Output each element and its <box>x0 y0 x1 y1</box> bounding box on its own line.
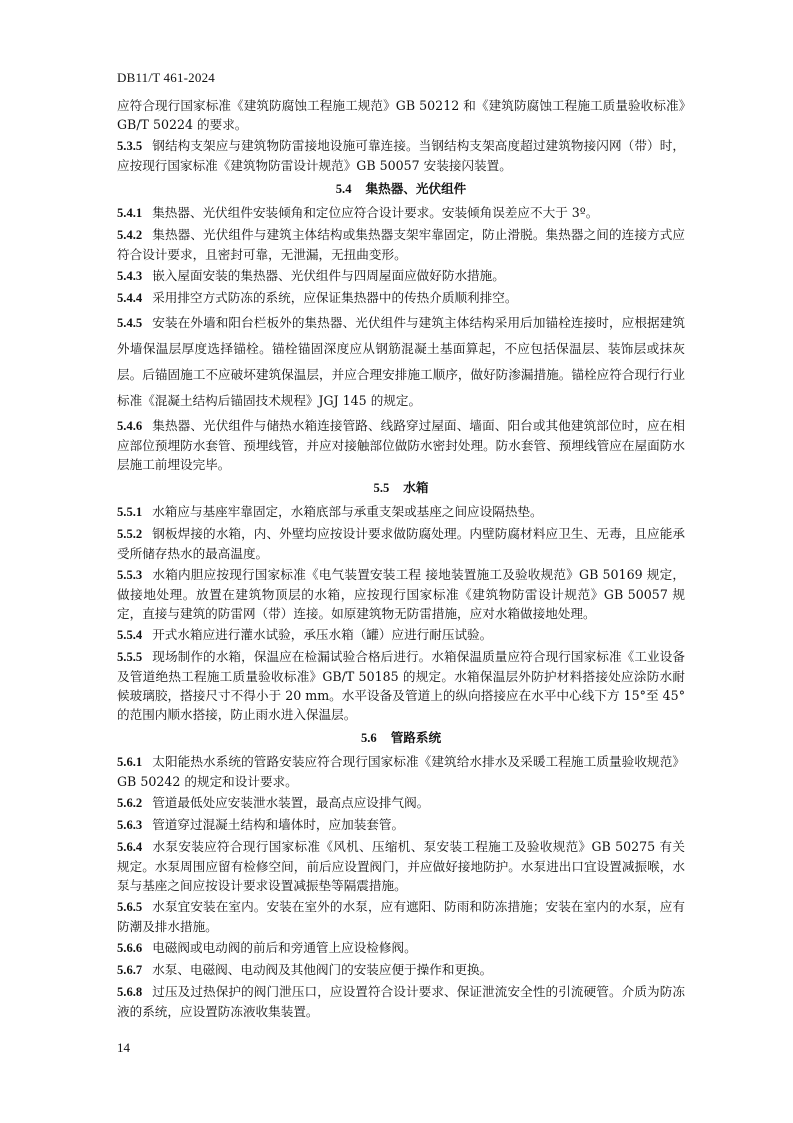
clause-text: 水箱内胆应按现行国家标准《电气装置安装工程 接地装置施工及验收规范》GB 50169 规定，做接地处理。放置在建筑物顶层的水箱，应按现行国家标准《建筑物防雷设计规范》GB 50057 规定，直接与建筑的防雷网（带）连接。如原建筑物无防雷措施，应对水箱做接地处理。 <box>117 567 685 621</box>
clause-paragraph <box>117 793 685 813</box>
clause-paragraph <box>117 288 685 308</box>
clause-number: 5.6.6 <box>117 941 143 955</box>
clause-text: 水泵、电磁阀、电动阀及其他阀门的安装应便于操作和更换。 <box>152 962 493 977</box>
clause-paragraph <box>117 266 685 286</box>
clause-text: 现场制作的水箱，保温应在检漏试验合格后进行。水箱保温质量应符合现行国家标准《工业设备及管道绝热工程施工质量验收标准》GB/T 50185 的规定。水箱保温层外防护材料搭接处应涂防水耐候玻璃胶，搭接尺寸不得小于 20 mm。水平设备及管道上的纵向搭接应在水平中心线下方 15°至 45°的范围内顺水搭接，防止雨水进入保温层。 <box>117 649 685 722</box>
clause-paragraph <box>117 96 685 134</box>
clause-text: 太阳能热水系统的管路安装应符合现行国家标准《建筑给水排水及采暖工程施工质量验收规范》GB 50242 的规定和设计要求。 <box>117 754 685 789</box>
section-heading <box>117 728 685 748</box>
clause-text: 水箱应与基座牢靠固定，水箱底部与承重支架或基座之间应设隔热垫。 <box>152 504 543 519</box>
clause-number: 5.4.2 <box>117 228 143 242</box>
clause-number: 5.4.3 <box>117 269 143 283</box>
section-title: 管路系统 <box>390 730 442 745</box>
clause-text: 电磁阀或电动阀的前后和旁通管上应设检修阀。 <box>152 940 417 955</box>
clause-paragraph <box>117 815 685 835</box>
clause-number: 5.5.5 <box>117 650 143 664</box>
clause-paragraph <box>117 938 685 958</box>
clause-number: 5.6.5 <box>117 900 143 914</box>
page-number: 14 <box>117 1040 130 1055</box>
clause-paragraph <box>117 982 685 1021</box>
clause-text: 集热器、光伏组件安装倾角和定位应符合设计要求。安装倾角误差应不大于 3º。 <box>152 205 599 220</box>
document-body <box>117 97 685 1023</box>
section-heading <box>117 478 685 498</box>
clause-paragraph <box>117 310 685 414</box>
clause-text: 采用排空方式防冻的系统，应保证集热器中的传热介质顺利排空。 <box>152 290 518 305</box>
clause-paragraph <box>117 203 685 223</box>
section-number: 5.6 <box>360 731 377 745</box>
clause-paragraph <box>117 225 685 264</box>
section-title: 水箱 <box>403 480 429 495</box>
document-code: DB11/T 461-2024 <box>117 70 215 85</box>
clause-number: 5.6.2 <box>117 796 143 810</box>
clause-text: 过压及过热保护的阀门泄压口，应设置符合设计要求、保证泄流安全性的引流硬管。介质为防冻液的系统，应设置防冻液收集装置。 <box>117 984 685 1019</box>
section-title: 集热器、光伏组件 <box>365 181 467 196</box>
section-number: 5.4 <box>335 182 352 196</box>
clause-text: 安装在外墙和阳台栏板外的集热器、光伏组件与建筑主体结构采用后加锚栓连接时，应根据建筑外墙保温层厚度选择锚栓。锚栓锚固深度应从钢筋混凝土基面算起，不应包括保温层、装饰层或抹灰层。后锚固施工不应破坏建筑保温层，并应合理安排施工顺序，做好防渗漏措施。锚栓应符合现行行业标准《混凝土结构后锚固技术规程》JGJ 145 的规定。 <box>117 315 685 408</box>
clause-number: 5.5.2 <box>117 527 143 541</box>
section-heading <box>117 179 685 199</box>
clause-number: 5.6.3 <box>117 818 143 832</box>
clause-text: 水泵宜安装在室内。安装在室外的水泵，应有遮阳、防雨和防冻措施；安装在室内的水泵，应有防潮及排水措施。 <box>117 899 685 934</box>
clause-text: 钢结构支架应与建筑物防雷接地设施可靠连接。当钢结构支架高度超过建筑物接闪网（带）时，应按现行国家标准《建筑物防雷设计规范》GB 50057 安装接闪装置。 <box>117 138 685 173</box>
clause-paragraph <box>117 625 685 645</box>
clause-number: 5.5.4 <box>117 628 143 642</box>
clause-number: 5.4.4 <box>117 291 143 305</box>
clause-number: 5.6.1 <box>117 755 143 769</box>
clause-paragraph <box>117 960 685 980</box>
clause-number: 5.4.5 <box>117 316 143 330</box>
clause-paragraph <box>117 502 685 522</box>
clause-number: 5.4.6 <box>117 419 143 433</box>
clause-text: 开式水箱应进行灌水试验，承压水箱（罐）应进行耐压试验。 <box>152 627 493 642</box>
clause-text: 集热器、光伏组件与建筑主体结构或集热器支架牢靠固定，防止滑脱。集热器之间的连接方式应符合设计要求，且密封可靠，无泄漏，无扭曲变形。 <box>117 227 685 262</box>
clause-text: 钢板焊接的水箱，内、外壁均应按设计要求做防腐处理。内壁防腐材料应卫生、无毒，且应能承受所储存热水的最高温度。 <box>117 526 685 561</box>
clause-paragraph <box>117 136 685 175</box>
clause-text: 管道最低处应安装泄水装置，最高点应设排气阀。 <box>152 795 430 810</box>
clause-text: 应符合现行国家标准《建筑防腐蚀工程施工规范》GB 50212 和《建筑防腐蚀工程施工质量验收标准》GB/T 50224 的要求。 <box>117 98 685 132</box>
clause-paragraph <box>117 565 685 623</box>
section-number: 5.5 <box>373 481 390 495</box>
clause-paragraph <box>117 647 685 724</box>
clause-number: 5.4.1 <box>117 206 143 220</box>
clause-paragraph <box>117 524 685 563</box>
clause-text: 管道穿过混凝土结构和墙体时，应加装套管。 <box>152 817 405 832</box>
clause-number: 5.3.5 <box>117 139 143 153</box>
clause-paragraph <box>117 752 685 791</box>
clause-number: 5.6.4 <box>117 840 143 854</box>
clause-paragraph <box>117 897 685 936</box>
clause-text: 嵌入屋面安装的集热器、光伏组件与四周屋面应做好防水措施。 <box>152 268 505 283</box>
clause-paragraph <box>117 416 685 474</box>
clause-number: 5.5.3 <box>117 568 143 582</box>
clause-paragraph <box>117 837 685 895</box>
clause-number: 5.6.7 <box>117 963 143 977</box>
clause-number: 5.5.1 <box>117 505 143 519</box>
clause-text: 集热器、光伏组件与储热水箱连接管路、线路穿过屋面、墙面、阳台或其他建筑部位时，应在相应部位预埋防水套管、预埋线管，并应对接触部位做防水密封处理。防水套管、预埋线管应在屋面防水层施工前埋设完毕。 <box>117 418 685 472</box>
clause-text: 水泵安装应符合现行国家标准《风机、压缩机、泵安装工程施工及验收规范》GB 50275 有关规定。水泵周围应留有检修空间，前后应设置阀门，并应做好接地防护。水泵进出口宜设置减振喉，水泵与基座之间应按设计要求设置减振垫等隔震措施。 <box>117 839 685 893</box>
clause-number: 5.6.8 <box>117 985 143 999</box>
